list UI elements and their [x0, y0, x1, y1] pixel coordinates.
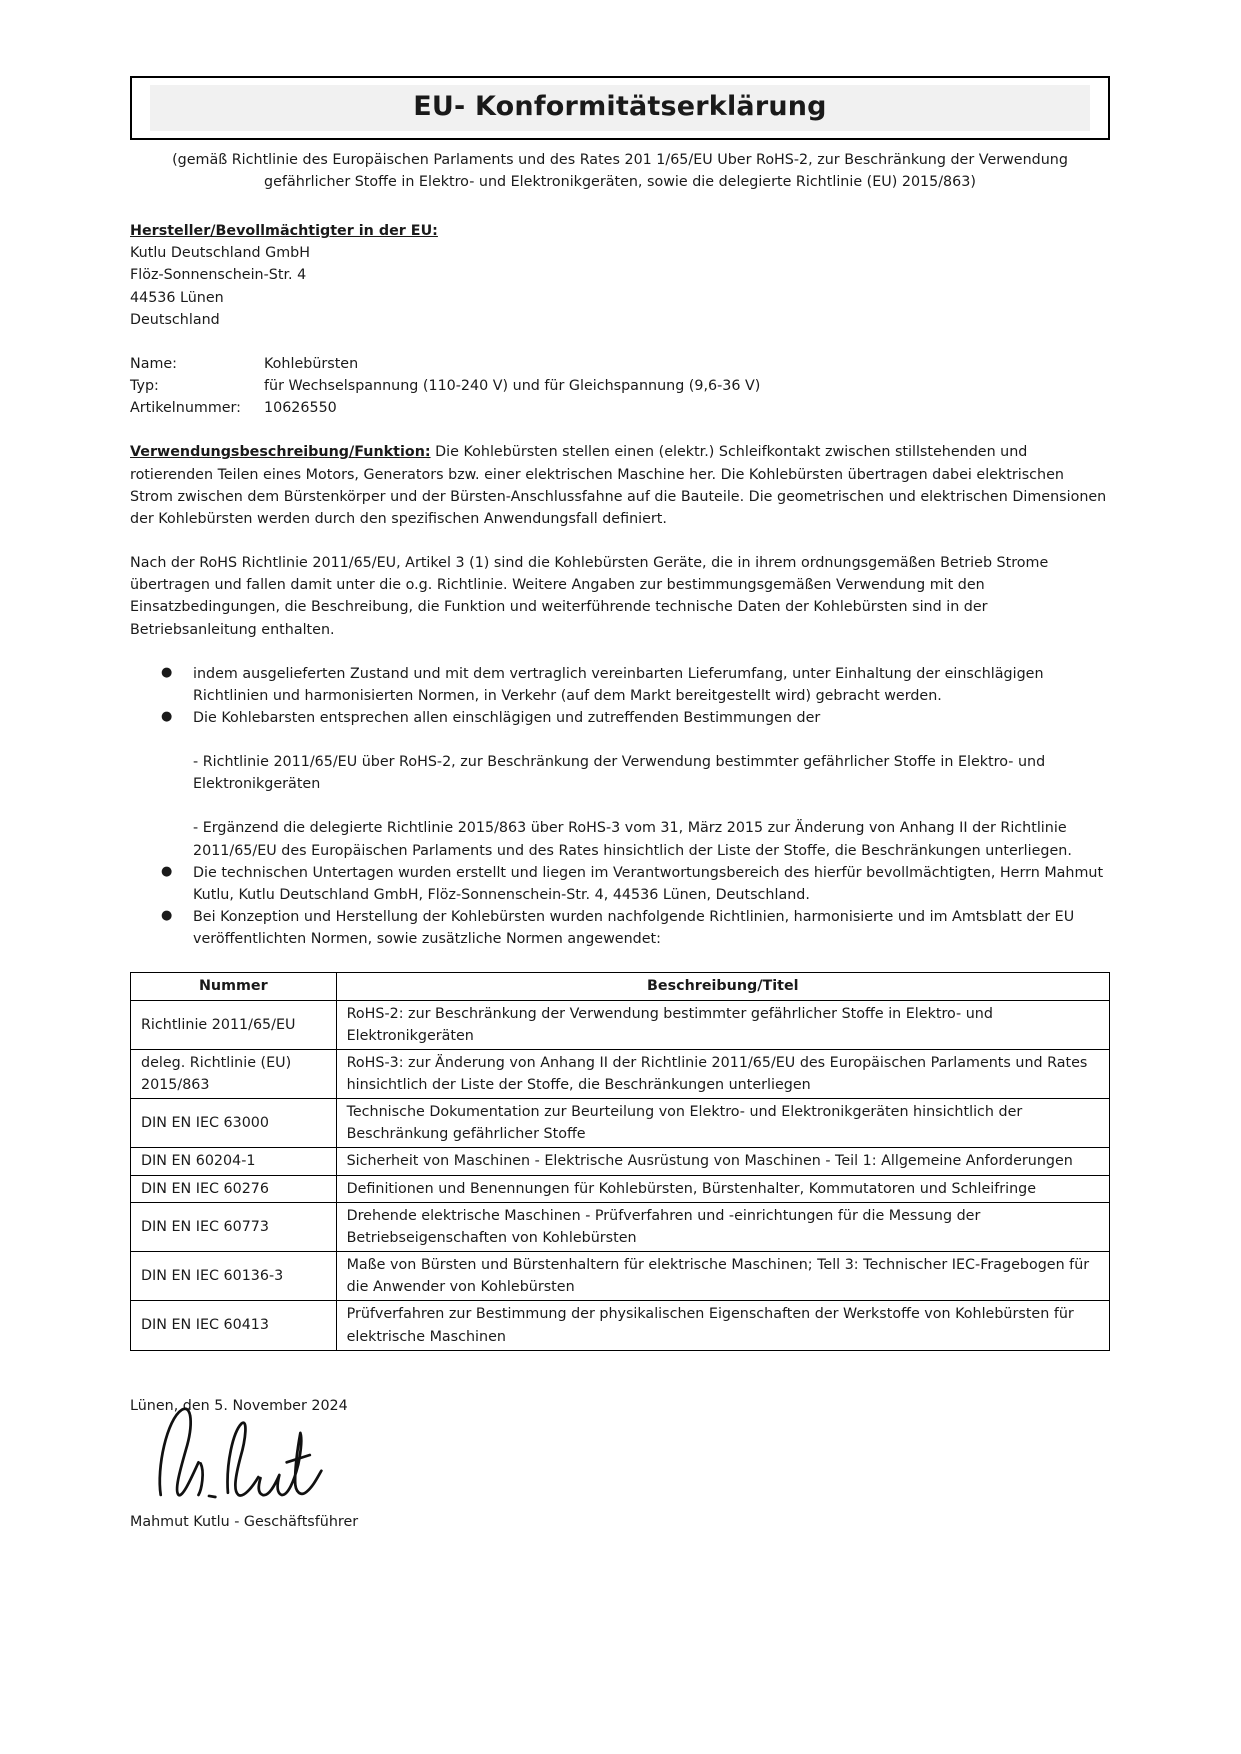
signature-block [130, 1395, 1110, 1533]
norm-description: Definitionen und Benennungen für Kohlebürsten, Bürstenhalter, Kommutatoren und Schleifringe [336, 1175, 1109, 1202]
meta-label: Typ: [130, 378, 159, 395]
table-header-row [131, 973, 1110, 1000]
handwritten-signature [146, 1401, 356, 1509]
manufacturer-heading: Hersteller/Bevollmächtigter in der EU: [130, 223, 438, 240]
rohs-paragraph: Nach der RoHS Richtlinie 2011/65/EU, Artikel 3 (1) sind die Kohlebürsten Geräte, die in ihrem ordnungsgemäßen Betrieb Strome übertragen und fallen damit unter die o.g. Richtlinie. Weitere Angaben zur bestimmungsgemäßen Verwendung mit den Einsatzbedingungen, die Beschreibung, die Funktion und weiterführende technische Daten der Kohlebürsten sind in der Betriebsanleitung enthalten. [130, 555, 1049, 638]
table-row [131, 1202, 1110, 1251]
table-row [131, 1049, 1110, 1098]
norm-number: deleg. Richtlinie (EU) 2015/863 [131, 1049, 337, 1098]
bullet-marker-icon: ● [161, 863, 173, 879]
manufacturer-name: Kutlu Deutschland GmbH [130, 245, 310, 262]
table-row [131, 1148, 1110, 1175]
norm-description: Sicherheit von Maschinen - Elektrische Ausrüstung von Maschinen - Teil 1: Allgemeine Anforderungen [336, 1148, 1109, 1175]
bullet-text: indem ausgelieferten Zustand und mit dem vertraglich vereinbarten Lieferumfang, unter Einhaltung der einschlägigen Richtlinien und harmonisierten Normen, in Verkehr (auf dem Markt bereitgestellt wird) gebracht werden. [193, 665, 1044, 704]
bullet-item [130, 906, 1110, 950]
norm-number: DIN EN IEC 60773 [131, 1202, 337, 1251]
manufacturer-country: Deutschland [130, 311, 220, 328]
norm-number: DIN EN IEC 60276 [131, 1175, 337, 1202]
bullet-marker-icon: ● [161, 664, 173, 680]
norm-description: RoHS-2: zur Beschränkung der Verwendung bestimmter gefährlicher Stoffe in Elektro- und Elektronikgeräten [336, 1000, 1109, 1049]
header-nummer: Nummer [131, 973, 337, 1000]
bullet-sub-item: - Ergänzend die delegierte Richtlinie 2015/863 über RoHS-3 vom 31, März 2015 zur Änderung von Anhang II der Richtlinie 2011/65/EU des Europäischen Parlaments und des Rates hinsichtlich der Liste der Stoffe, die Beschränkungen unterliegen. [193, 820, 1072, 859]
bullet-marker-icon: ● [161, 908, 173, 924]
meta-label: Name: [130, 355, 177, 372]
manufacturer-city: 44536 Lünen [130, 289, 224, 306]
bullet-item [130, 862, 1110, 906]
norm-description: Drehende elektrische Maschinen - Prüfverfahren und -einrichtungen für die Messung der Betriebseigenschaften von Kohlebürsten [336, 1202, 1109, 1251]
bullet-text: Bei Konzeption und Herstellung der Kohlebürsten wurden nachfolgende Richtlinien, harmonisierte und im Amtsblatt der EU veröffentlichten Normen, sowie zusätzliche Normen angewendet: [193, 909, 1075, 948]
norm-number: DIN EN IEC 60413 [131, 1301, 337, 1350]
norm-number: DIN EN IEC 60136-3 [131, 1252, 337, 1301]
usage-lead: Verwendungsbeschreibung/Funktion: [130, 444, 431, 461]
product-meta [130, 353, 1110, 419]
norm-number: Richtlinie 2011/65/EU [131, 1000, 337, 1049]
bullet-text: Die technischen Untertagen wurden erstellt und liegen im Verantwortungsbereich des hierfür bevollmächtigten, Herrn Mahmut Kutlu, Kutlu Deutschland GmbH, Flöz-Sonnenschein-Str. 4, 44536 Lünen, Deutschland. [193, 864, 1104, 903]
norm-number: DIN EN IEC 63000 [131, 1099, 337, 1148]
table-row [131, 1099, 1110, 1148]
signature-date: Lünen, den 5. November 2024 [130, 1397, 348, 1414]
meta-label: Artikelnummer: [130, 400, 241, 417]
bullet-list [130, 663, 1110, 951]
bullet-text: Die Kohlebarsten entsprechen allen einschlägigen und zutreffenden Bestimmungen der [193, 709, 821, 726]
page-title: EU- Konformitätserklärung [413, 91, 827, 122]
bullet-marker-icon: ● [161, 708, 173, 724]
meta-value: 10626550 [264, 400, 337, 417]
table-row [131, 1175, 1110, 1202]
bullet-sub-item: - Richtlinie 2011/65/EU über RoHS-2, zur Beschränkung der Verwendung bestimmter gefährlicher Stoffe in Elektro- und Elektronikgeräten [193, 754, 1046, 793]
table-row [131, 1301, 1110, 1350]
norm-description: Prüfverfahren zur Bestimmung der physikalischen Eigenschaften der Werkstoffe von Kohlebürsten für elektrische Maschinen [336, 1301, 1109, 1350]
usage-paragraph [130, 441, 1110, 530]
norm-description: RoHS-3: zur Änderung von Anhang II der Richtlinie 2011/65/EU des Europäischen Parlaments und Rates hinsichtlich der Liste der Stoffe, die Beschränkungen unterliegen [336, 1049, 1109, 1098]
norm-description: Technische Dokumentation zur Beurteilung von Elektro- und Elektronikgeräten hinsichtlich der Beschränkung gefährlicher Stoffe [336, 1099, 1109, 1148]
title-box [130, 76, 1110, 140]
meta-row-name [130, 353, 1110, 375]
usage-text: Die Kohlebürsten stellen einen (elektr.) Schleifkontakt zwischen stillstehenden und rotierenden Teilen eines Motors, Generators bzw. einer elektrischen Maschine her. Die Kohlebürsten übertragen dabei elektrischen Strom zwischen dem Bürstenkörper und der Bürsten-Anschlussfahne auf die Bauteile. Die geometrischen und elektrischen Dimensionen der Kohlebürsten werden durch den spezifischen Anwendungsfall definiert. [130, 444, 1107, 527]
norm-number: DIN EN 60204-1 [131, 1148, 337, 1175]
norm-description: Maße von Bürsten und Bürstenhaltern für elektrische Maschinen; Tell 3: Technischer IEC-Fragebogen für die Anwender von Kohlebürsten [336, 1252, 1109, 1301]
manufacturer-street: Flöz-Sonnenschein-Str. 4 [130, 267, 307, 284]
meta-row-typ [130, 375, 1110, 397]
table-row [131, 1000, 1110, 1049]
meta-row-artikelnummer [130, 397, 1110, 419]
header-beschreibung: Beschreibung/Titel [336, 973, 1109, 1000]
signatory-name: Mahmut Kutlu - Geschäftsführer [130, 1513, 359, 1530]
meta-value: Kohlebürsten [264, 355, 359, 372]
subtitle: (gemäß Richtlinie des Europäischen Parlaments und des Rates 201 1/65/EU Uber RoHS-2, zur Beschränkung der Verwendung gefährlicher Stoffe in Elektro- und Elektronikgeräten, sowie die delegierte Richtlinie (EU) 2015/863) [172, 151, 1068, 190]
table-row [131, 1252, 1110, 1301]
title-band [150, 85, 1090, 131]
bullet-item [130, 663, 1110, 707]
meta-value: für Wechselspannung (110-240 V) und für Gleichspannung (9,6-36 V) [264, 378, 761, 395]
bullet-item [130, 707, 1110, 729]
norms-table [130, 972, 1110, 1350]
